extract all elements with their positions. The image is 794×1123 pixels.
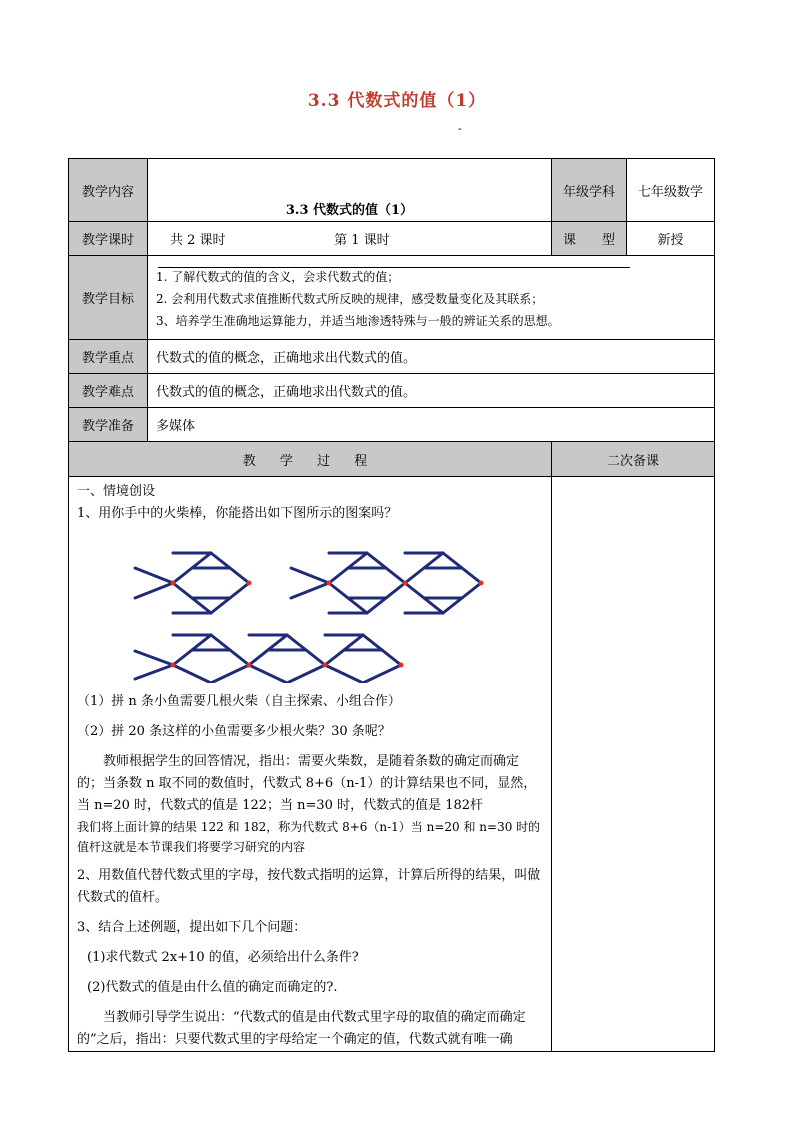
period-cell <box>148 222 552 256</box>
prep-value: 多媒体 <box>148 408 715 442</box>
sub-question-1: （1）拼 n 条小鱼需要几根火柴（自主探索、小组合作） <box>77 694 401 709</box>
goals-label: 教学目标 <box>69 256 148 340</box>
grade-value: 七年级数学 <box>627 159 715 222</box>
dash-mark: - <box>458 122 462 135</box>
question-3b: (2)代数式的值是由什么值的确定而确定的?. <box>87 980 338 995</box>
teacher-paragraph-2: 我们将上面计算的结果 122 和 182，称为代数式 8+6（n-1）当 n=20 和 n=30 时的值杆这就是本节课我们将要学习研究的内容 <box>77 820 541 854</box>
secondary-header: 二次备课 <box>552 442 715 477</box>
secondary-notes-cell <box>552 477 715 1052</box>
sub-question-2: （2）拼 20 条这样的小鱼需要多少根火柴？30 条呢？ <box>77 724 391 739</box>
goal-item: 2. 会利用代数式求值推断代数式所反映的规律，感受数量变化及其联系； <box>156 291 544 306</box>
period-total: 共 2 课时 <box>170 233 226 248</box>
question-2: 2、用数值代替代数式里的字母，按代数式指明的运算，计算后所得的结果，叫做代数式的值杆。 <box>77 868 541 905</box>
difficulty-value: 代数式的值的概念，正确地求出代数式的值。 <box>148 374 715 408</box>
content-title: 3.3 代数式的值（1） <box>148 159 552 222</box>
fish-group-top-left <box>135 553 249 613</box>
focus-label: 教学重点 <box>69 340 148 374</box>
prep-label: 教学准备 <box>69 408 148 442</box>
teacher-paragraph: 教师根据学生的回答情况，指出：需要火柴数，是随着条数的确定而确定的；当条数 n 取不同的数值时，代数式 8+6（n-1）的计算结果也不同，显然，当 n=20 时，代数式的值是 122；当 n=30 时，代数式的值是 182杆 <box>77 754 537 813</box>
type-value: 新授 <box>627 222 715 256</box>
focus-value: 代数式的值的概念，正确地求出代数式的值。 <box>148 340 715 374</box>
question-1: 1、用你手中的火柴棒，你能搭出如下图所示的图案吗？ <box>77 506 398 521</box>
period-label: 教学课时 <box>69 222 148 256</box>
lesson-plan-table <box>68 158 715 1052</box>
fish-group-top-right <box>291 553 481 613</box>
goals-rule <box>158 267 630 268</box>
goal-item: 1. 了解代数式的值的含义，会求代数式的值； <box>156 269 400 284</box>
difficulty-label: 教学难点 <box>69 374 148 408</box>
matchstick-fish-figure <box>73 533 503 683</box>
goal-item: 3、培养学生准确地运算能力，并适当地渗透特殊与一般的辨证关系的思想。 <box>156 313 560 328</box>
teacher-paragraph-3: 当教师引导学生说出：“代数式的值是由代数式里字母的取值的确定而确定的”之后，指出：只要代数式里的字母给定一个确定的值，代数式就有唯一确 <box>77 1010 526 1047</box>
goals-cell <box>148 256 715 340</box>
grade-label: 年级学科 <box>552 159 627 222</box>
period-current: 第 1 课时 <box>334 233 390 248</box>
process-header: 教 学 过 程 <box>69 442 552 477</box>
type-label: 课 型 <box>552 222 627 256</box>
question-3a: (1)求代数式 2x+10 的值，必须给出什么条件? <box>87 950 359 965</box>
document-title: 3.3 代数式的值（1） <box>307 91 487 111</box>
process-body <box>69 477 552 1052</box>
content-label: 教学内容 <box>69 159 148 222</box>
section-heading: 一、情境创设 <box>77 484 156 499</box>
fish-group-bottom <box>135 635 401 683</box>
question-3: 3、结合上述例题，提出如下几个问题： <box>77 920 307 935</box>
